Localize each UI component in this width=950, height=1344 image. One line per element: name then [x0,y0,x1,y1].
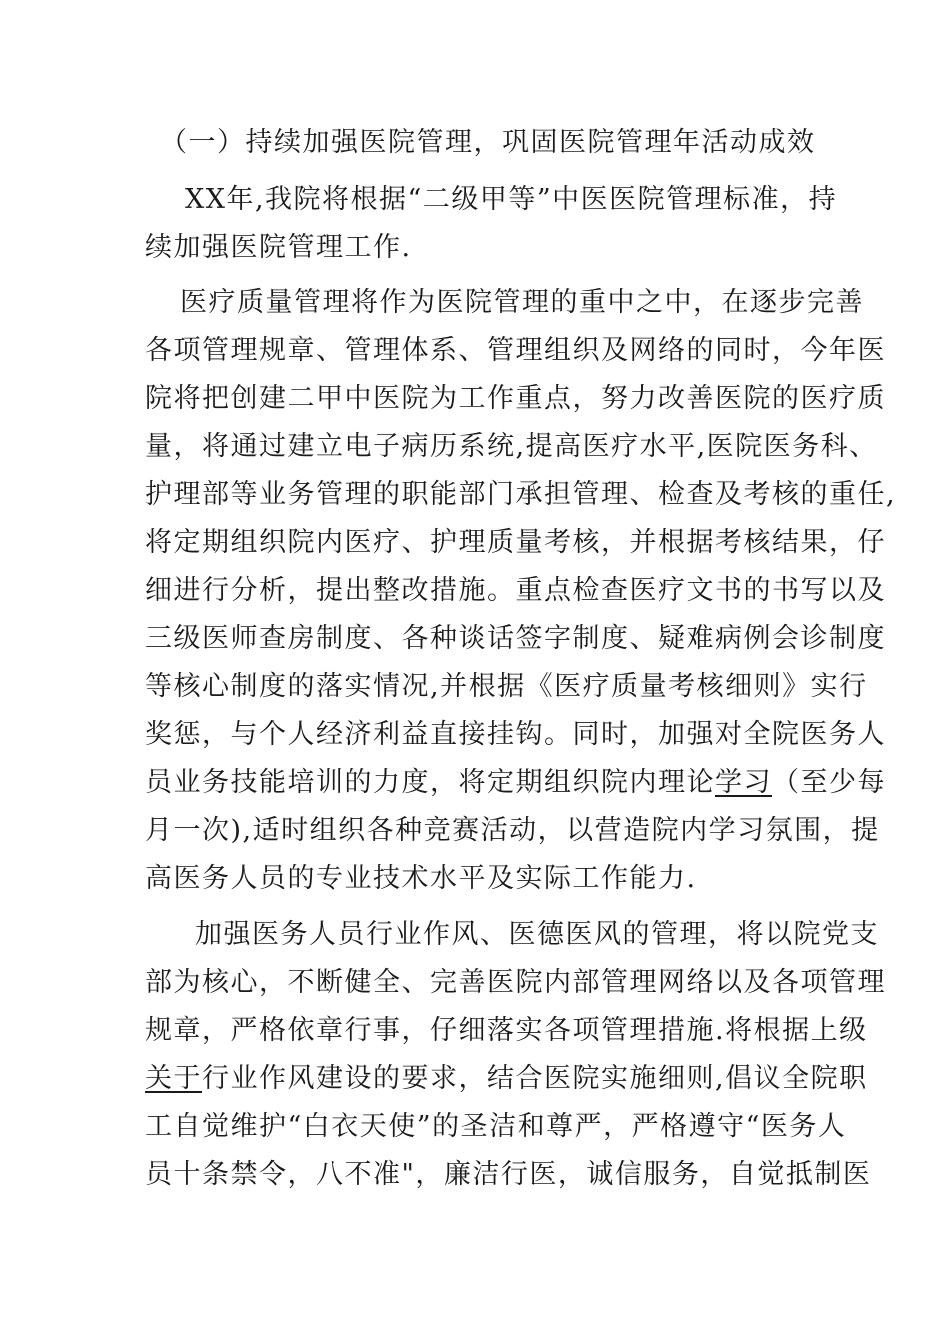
paragraph-line: 将定期组织院内医疗、护理质量考核，并根据考核结果，仔 [145,527,886,558]
paragraph-line: 加强医务人员行业作风、医德医风的管理，将以院党支 [195,919,879,950]
paragraph-line: 工自觉维护“白衣天使”的圣洁和尊严，严格遵守“医务人 [145,1111,847,1142]
paragraph-line: 细进行分析，提出整改措施。重点检查医疗文书的书写以及 [145,575,886,606]
paragraph-line: 部为核心，不断健全、完善医院内部管理网络以及各项管理 [145,967,886,998]
study-link[interactable]: 学习 [715,767,772,798]
paragraph-line: 奖惩，与个人经济利益直接挂钩。同时，加强对全院医务人 [145,719,886,750]
about-link[interactable]: 关于 [145,1063,202,1094]
paragraph-line: 续加强医院管理工作. [145,232,412,263]
paragraph-line: XX年,我院将根据“二级甲等”中医医院管理标准，持 [185,184,838,215]
paragraph-line: 等核心制度的落实情况,并根据《医疗质量考核细则》实行 [145,671,868,702]
paragraph-line [145,1059,868,1099]
paragraph-line: 月一次),适时组织各种竞赛活动，以营造院内学习氛围，提 [145,815,880,846]
paragraph-line: 员十条禁令，八不准"，廉洁行医，诚信服务，自觉抵制医 [145,1159,872,1190]
section-heading: （一）持续加强医院管理，巩固医院管理年活动成效 [160,127,816,158]
paragraph-text: 员业务技能培训的力度，将定期组织院内理论 [145,767,715,798]
paragraph-line: 医疗质量管理将作为医院管理的重中之中，在逐步完善 [180,287,864,318]
paragraph-text: 行业作风建设的要求，结合医院实施细则,倡议全院职 [202,1063,868,1094]
paragraph-line [145,763,886,803]
paragraph-line: 规章，严格依章行事，仔细落实各项管理措施.将根据上级 [145,1015,868,1046]
paragraph-line: 三级医师查房制度、各种谈话签字制度、疑难病例会诊制度 [145,623,886,654]
paragraph-line: 院将把创建二甲中医院为工作重点，努力改善医院的医疗质 [145,383,886,414]
paragraph-line: 量，将通过建立电子病历系统,提高医疗水平,医院医务科、 [145,431,878,462]
paragraph-text: （至少每 [772,767,886,798]
paragraph-line: 护理部等业务管理的职能部门承担管理、检查及考核的重任, [145,479,897,510]
paragraph-line: 高医务人员的专业技术水平及实际工作能力. [145,863,697,894]
paragraph-line: 各项管理规章、管理体系、管理组织及网络的同时，今年医 [145,335,886,366]
